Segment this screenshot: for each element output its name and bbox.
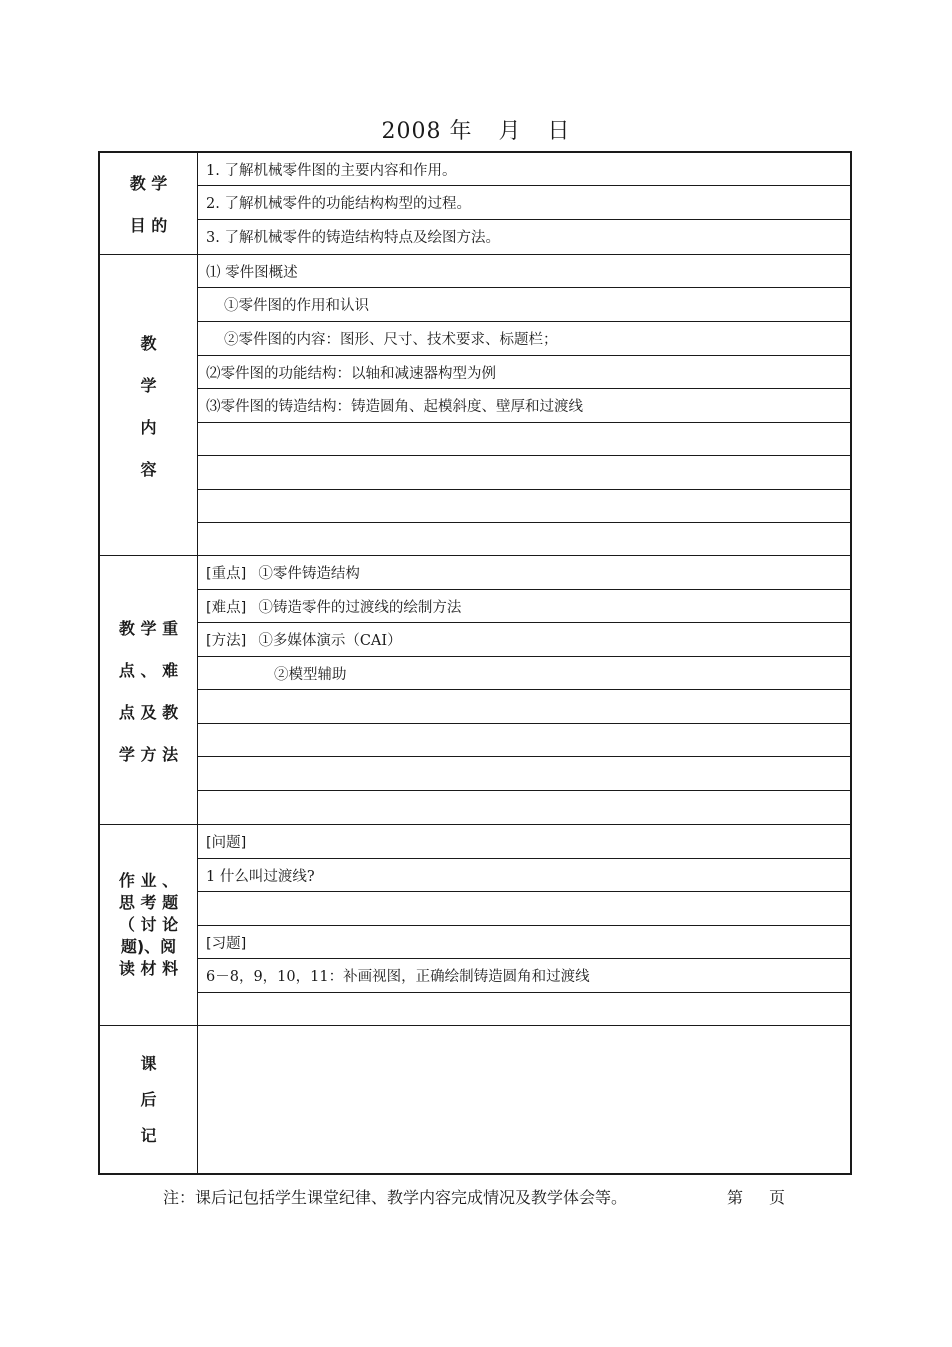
keypoints-label: 教 学 重 点 、 难 点 及 教 学 方 法 bbox=[100, 556, 198, 824]
page-number: 第 页 bbox=[727, 1188, 786, 1207]
content-row-empty bbox=[198, 523, 850, 554]
lesson-plan-table bbox=[98, 151, 852, 1175]
keypoint-row-empty bbox=[198, 724, 850, 757]
objective-row: 1. 了解机械零件图的主要内容和作用。 bbox=[198, 153, 850, 186]
section-notes bbox=[100, 1026, 850, 1173]
keypoint-row-empty bbox=[198, 757, 850, 791]
content-row: ⑴ 零件图概述 bbox=[198, 255, 850, 288]
section-content bbox=[100, 255, 850, 556]
content-row: ①零件图的作用和认识 bbox=[198, 288, 850, 322]
notes-label: 课 后 记 bbox=[100, 1026, 198, 1173]
content-label: 教 学 内 容 bbox=[100, 255, 198, 555]
section-objectives bbox=[100, 153, 850, 255]
homework-row-empty bbox=[198, 993, 850, 1024]
keypoint-row-method-2: ②模型辅助 bbox=[198, 657, 850, 690]
homework-row-question-tag: [问题] bbox=[198, 825, 850, 859]
homework-label: 作 业 、 思 考 题 （ 讨 论 题)、阅 读 材 料 bbox=[100, 825, 198, 1025]
keypoint-row-empty bbox=[198, 791, 850, 823]
date-month: 月 bbox=[498, 119, 522, 144]
section-keypoints bbox=[100, 556, 850, 825]
homework-row-empty bbox=[198, 892, 850, 926]
content-row: ⑶零件图的铸造结构：铸造圆角、起模斜度、壁厚和过渡线 bbox=[198, 389, 850, 423]
notes-area[interactable] bbox=[198, 1026, 850, 1173]
date-year: 2008 年 bbox=[381, 119, 473, 144]
content-row: ②零件图的内容：图形、尺寸、技术要求、标题栏； bbox=[198, 322, 850, 356]
content-row-empty bbox=[198, 456, 850, 490]
section-homework bbox=[100, 825, 850, 1026]
date-header bbox=[0, 114, 952, 145]
content-row-empty bbox=[198, 423, 850, 456]
objectives-label: 教 学 目 的 bbox=[100, 153, 198, 254]
keypoint-row-focus: [重点] ①零件铸造结构 bbox=[198, 556, 850, 590]
objective-row: 3. 了解机械零件的铸造结构特点及绘图方法。 bbox=[206, 230, 500, 246]
objective-row: 2. 了解机械零件的功能结构构型的过程。 bbox=[198, 186, 850, 220]
homework-row-exercise: 6－8，9，10，11：补画视图，正确绘制铸造圆角和过渡线 bbox=[198, 959, 850, 993]
content-row-empty bbox=[198, 490, 850, 523]
date-day: 日 bbox=[547, 119, 571, 144]
keypoint-row-method: [方法] ①多媒体演示（CAI） bbox=[198, 623, 850, 657]
content-row: ⑵零件图的功能结构：以轴和减速器构型为例 bbox=[198, 356, 850, 389]
homework-row-exercise-tag: [习题] bbox=[198, 926, 850, 959]
keypoint-row-difficulty: [难点] ①铸造零件的过渡线的绘制方法 bbox=[198, 590, 850, 623]
homework-row-question: 1 什么叫过渡线? bbox=[198, 859, 850, 892]
keypoint-row-empty bbox=[198, 690, 850, 724]
footer-note: 注：课后记包括学生课堂纪律、教学内容完成情况及教学体会等。 bbox=[163, 1188, 628, 1207]
